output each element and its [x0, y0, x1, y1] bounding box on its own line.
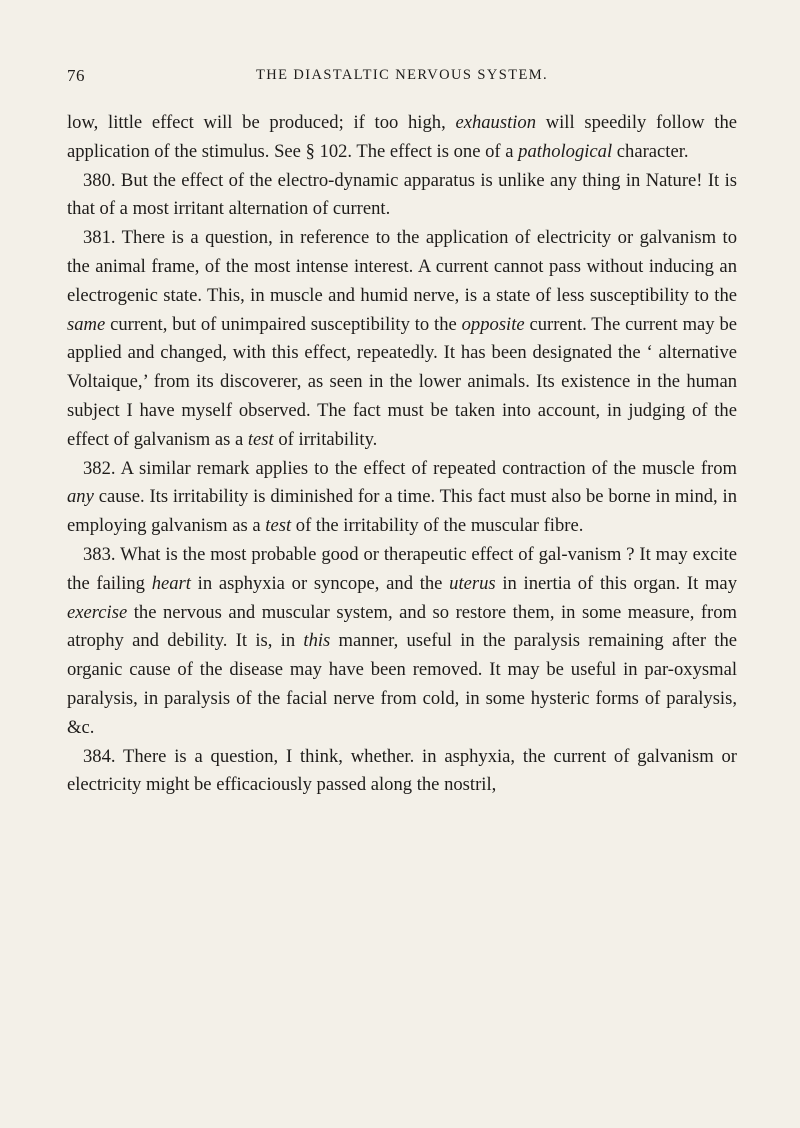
text-run: of irritability.: [273, 428, 378, 450]
paragraph-continuation: [67, 109, 737, 167]
paragraph-383: [67, 541, 737, 743]
text-run: current. The current may be applied and changed, with this effect, repeatedly. It has been designated the ‘ alternative Voltaique,’ from its discoverer, as seen in the lower animals. Its existence in the human subject I have myself observed. The fact must be taken into account, in judging of the effect of galvanism as a: [67, 313, 737, 450]
text-run: will speedily follow the application of the stimulus. See § 102. The effect is one of a: [67, 112, 737, 162]
text-run: the nervous and muscular system, and so restore them, in some measure, from atrophy and debility. It is, in: [67, 601, 737, 652]
italic-text: test: [265, 515, 292, 537]
text-run: cause. Its irritability is diminished for a time. This fact must also be borne in mind, in employing galvanism as a: [67, 486, 737, 537]
italic-text: exercise: [67, 601, 128, 623]
body-text: [67, 109, 737, 800]
italic-text: exhaustion: [455, 112, 536, 133]
text-run: 380. But the effect of the electro-dynamic apparatus is unlike any thing in Nature! It is that of a most irritant alternation of current.: [67, 169, 737, 220]
text-run: 382. A similar remark applies to the effect of repeated contraction of the muscle from: [83, 457, 737, 479]
italic-text: opposite: [461, 313, 525, 335]
italic-text: same: [67, 313, 106, 335]
paragraph-384: [67, 743, 737, 801]
text-run: in inertia of this organ. It may: [495, 572, 737, 594]
text-run: manner, useful in the paralysis remaining after the organic cause of the disease may have been removed. It may be useful in par-oxysmal paralysis, in paralysis of the facial nerve from cold, in some hysteric forms of paralysis, &c.: [67, 630, 737, 738]
italic-text: any: [67, 486, 94, 508]
text-run: character.: [612, 140, 689, 162]
text-run: low, little effect will be produced; if too high,: [67, 112, 456, 133]
text-run: 381. There is a question, in reference to the application of electricity or galvanism to the animal frame, of the most intense interest. A current cannot pass without inducing an electrogenic state. This, in muscle and humid nerve, is a state of less susceptibility to the: [67, 227, 737, 306]
paragraph-380: [67, 167, 737, 225]
text-run: of the irritability of the muscular fibre.: [291, 515, 584, 537]
italic-text: this: [303, 630, 331, 652]
text-run: 384. There is a question, I think, whether. in asphyxia, the current of galvanism or electricity might be efficaciously passed along the nostril,: [67, 745, 737, 796]
text-run: in asphyxia or syncope, and the: [190, 572, 450, 594]
italic-text: uterus: [449, 572, 496, 594]
text-run: current, but of unimpaired susceptibility to the: [105, 313, 462, 335]
italic-text: test: [247, 428, 274, 450]
page-number: 76: [67, 66, 85, 85]
running-head: THE DIASTALTIC NERVOUS SYSTEM.: [255, 67, 549, 83]
text-run: 383. What is the most probable good or therapeutic effect of gal-vanism ? It may excite the failing: [67, 543, 737, 594]
italic-text: pathological: [518, 140, 613, 162]
paragraph-382: [67, 455, 737, 541]
paragraph-381: [67, 224, 737, 454]
page-header: [67, 66, 737, 90]
italic-text: heart: [151, 572, 191, 594]
